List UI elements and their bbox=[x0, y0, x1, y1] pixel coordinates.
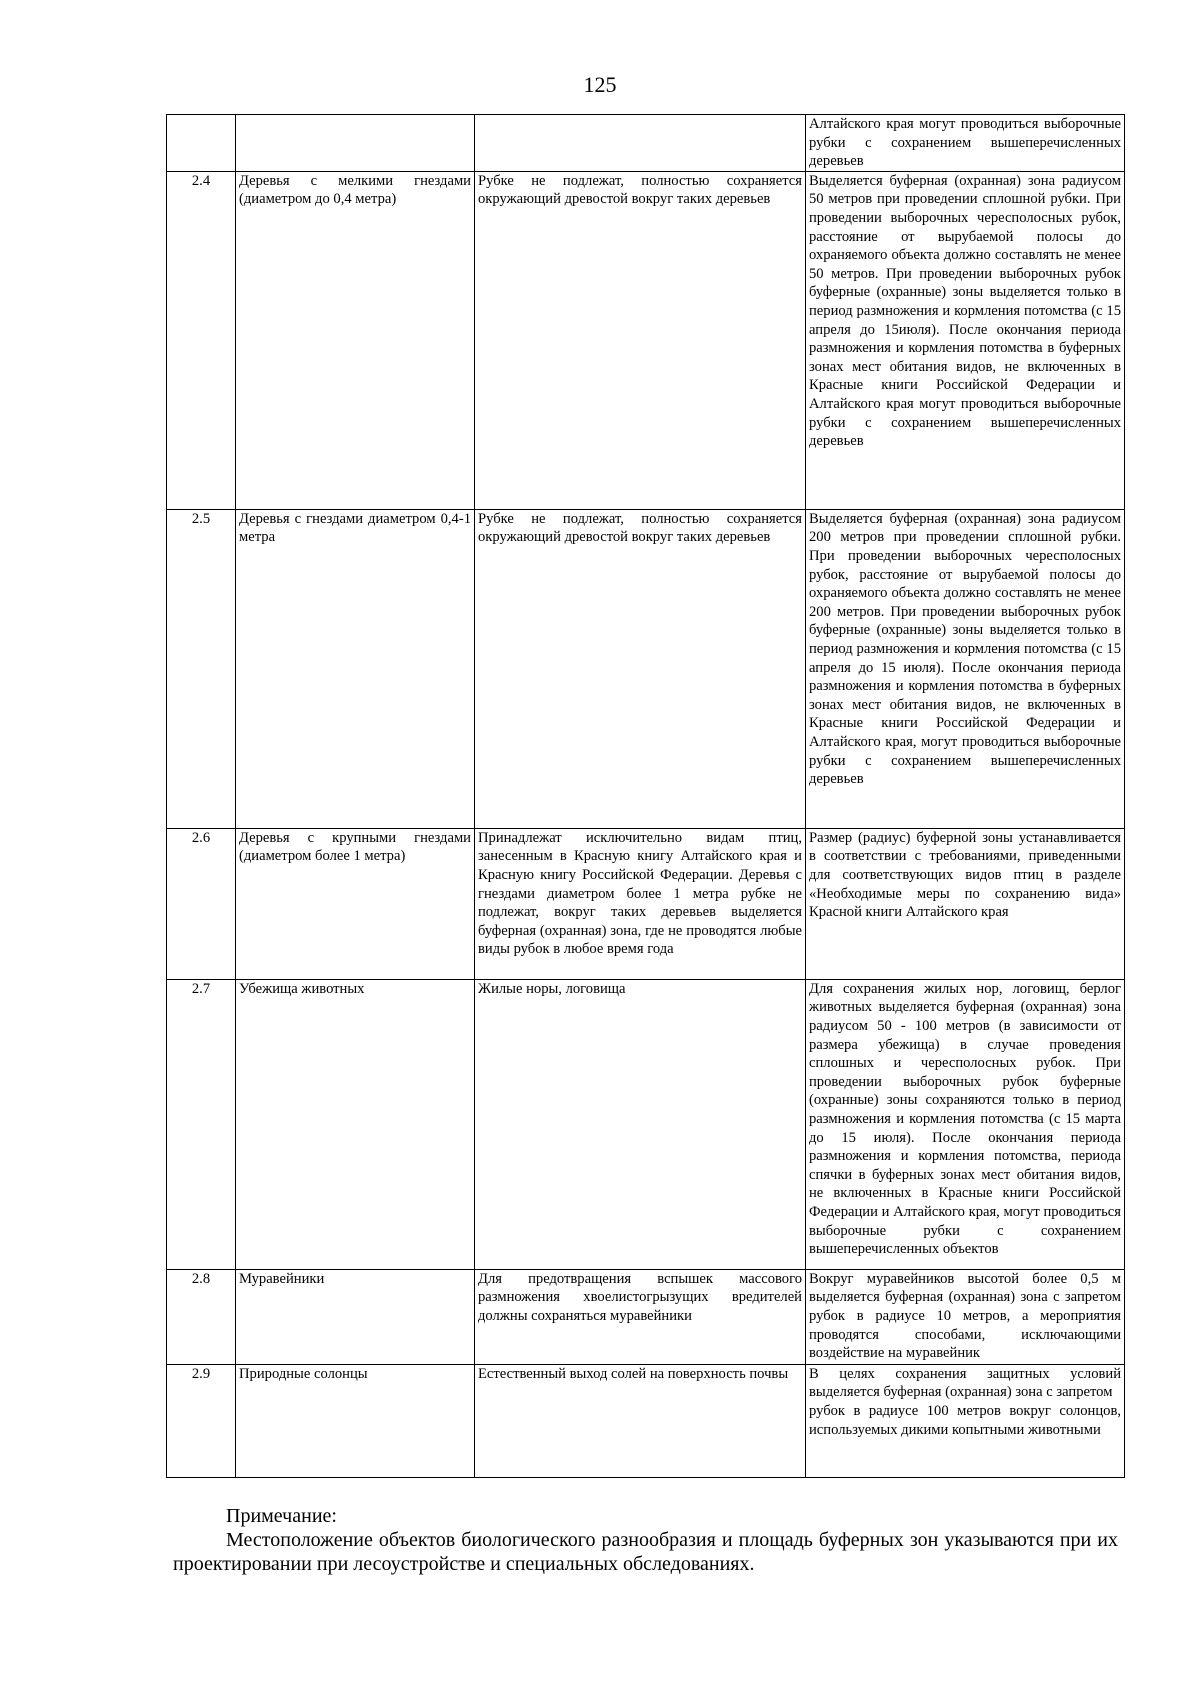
object-characteristic: Рубке не подлежат, полностью сохраняется окружающий древостой вокруг таких деревьев bbox=[475, 509, 806, 828]
note-text: Местоположение объектов биологического разнообразия и площадь буферных зон указываются при их проектировании при лесоустройстве и специальных обследованиях. bbox=[173, 1529, 1118, 1575]
table-row bbox=[167, 979, 1125, 1269]
table-row bbox=[167, 1269, 1125, 1364]
object-name: Деревья с мелкими гнездами (диаметром до 0,4 метра) bbox=[236, 171, 475, 509]
row-number: 2.4 bbox=[167, 171, 236, 509]
row-number: 2.9 bbox=[167, 1364, 236, 1477]
protection-measures: Вокруг муравейников высотой более 0,5 м выделяется буферная (охранная) зона с запретом рубок в радиусе 10 метров, а мероприятия проводятся способами, исключающими воздействие на муравейник bbox=[806, 1269, 1125, 1364]
table-row bbox=[167, 115, 1125, 172]
object-name: Природные солонцы bbox=[236, 1364, 475, 1477]
object-name bbox=[236, 115, 475, 172]
object-name: Деревья с гнездами диаметром 0,4-1 метра bbox=[236, 509, 475, 828]
object-characteristic bbox=[475, 115, 806, 172]
row-number bbox=[167, 115, 236, 172]
protection-measures: Для сохранения жилых нор, логовищ, берлог животных выделяется буферная (охранная) зона радиусом 50 - 100 метров (в зависимости от размера убежища) в случае проведения сплошных и чересполосных рубок. При проведении выборочных рубок буферные (охранные) зоны сохраняются только в период размножения и кормления потомства (с 15 марта до 15 июля). После окончания периода размножения и кормления потомства, периода спячки в буферных зонах мест обитания видов, не включенных в Красные книги Российской Федерации и Алтайского края, могут проводиться выборочные рубки с сохранением вышеперечисленных объектов bbox=[806, 979, 1125, 1269]
biodiversity-table bbox=[166, 114, 1125, 1478]
object-name: Муравейники bbox=[236, 1269, 475, 1364]
protection-measures bbox=[806, 1364, 1125, 1477]
object-characteristic: Рубке не подлежат, полностью сохраняется окружающий древостой вокруг таких деревьев bbox=[475, 171, 806, 509]
table-row bbox=[167, 828, 1125, 979]
protection-measures: Выделяется буферная (охранная) зона радиусом 200 метров при проведении сплошной рубки. При проведении выборочных чересполосных рубок, расстояние от вырубаемой полосы до охраняемого объекта должно составлять не менее 200 метров. При проведении выборочных рубок буферные (охранные) зоны выделяется только в период размножения и кормления потомства (с 15 апреля до 15 июля). После окончания периода размножения и кормления потомства в буферных зонах мест обитания видов, не включенных в Красные книги Российской Федерации и Алтайского края, могут проводиться выборочные рубки с сохранением вышеперечисленных деревьев bbox=[806, 509, 1125, 828]
object-characteristic: Для предотвращения вспышек массового размножения хвоелистогрызущих вредителей должны сохраняться муравейники bbox=[475, 1269, 806, 1364]
protection-measures-line: рубок в радиусе 100 метров вокруг солонцов, используемых дикими копытными животными bbox=[809, 1402, 1121, 1438]
object-name: Деревья с крупными гнездами (диаметром более 1 метра) bbox=[236, 828, 475, 979]
note-title: Примечание: bbox=[226, 1505, 337, 1527]
table-row bbox=[167, 1364, 1125, 1477]
note-section bbox=[173, 1504, 1118, 1576]
protection-measures: Алтайского края могут проводиться выборочные рубки с сохранением вышеперечисленных деревьев bbox=[806, 115, 1125, 172]
table-row bbox=[167, 509, 1125, 828]
protection-measures: Выделяется буферная (охранная) зона радиусом 50 метров при проведении сплошной рубки. При проведении выборочных чересполосных рубок, расстояние от вырубаемой полосы до охраняемого объекта должно составлять не менее 50 метров. При проведении выборочных рубок буферные (охранные) зоны выделяется только в период размножения и кормления потомства (с 15 апреля до 15июля). После окончания периода размножения и кормления потомства в буферных зонах мест обитания видов, не включенных в Красные книги Российской Федерации и Алтайского края могут проводиться выборочные рубки с сохранением вышеперечисленных деревьев bbox=[806, 171, 1125, 509]
protection-measures-line: В целях сохранения защитных условий выделяется буферная (охранная) зона с запретом bbox=[809, 1365, 1121, 1401]
row-number: 2.5 bbox=[167, 509, 236, 828]
row-number: 2.6 bbox=[167, 828, 236, 979]
protection-measures: Размер (радиус) буферной зоны устанавливается в соответствии с требованиями, приведенными для соответствующих видов птиц в разделе «Необходимые меры по сохранению вида» Красной книги Алтайского края bbox=[806, 828, 1125, 979]
row-number: 2.7 bbox=[167, 979, 236, 1269]
object-characteristic: Принадлежат исключительно видам птиц, занесенным в Красную книгу Алтайского края и Красную книгу Российской Федерации. Деревья с гнездами диаметром более 1 метра рубке не подлежат, вокруг таких деревьев выделяется буферная (охранная) зона, где не проводятся любые виды рубок в любое время года bbox=[475, 828, 806, 979]
object-name: Убежища животных bbox=[236, 979, 475, 1269]
row-number: 2.8 bbox=[167, 1269, 236, 1364]
object-characteristic: Естественный выход солей на поверхность почвы bbox=[475, 1364, 806, 1477]
object-characteristic: Жилые норы, логовища bbox=[475, 979, 806, 1269]
table-row bbox=[167, 171, 1125, 509]
page-number: 125 bbox=[583, 72, 617, 97]
